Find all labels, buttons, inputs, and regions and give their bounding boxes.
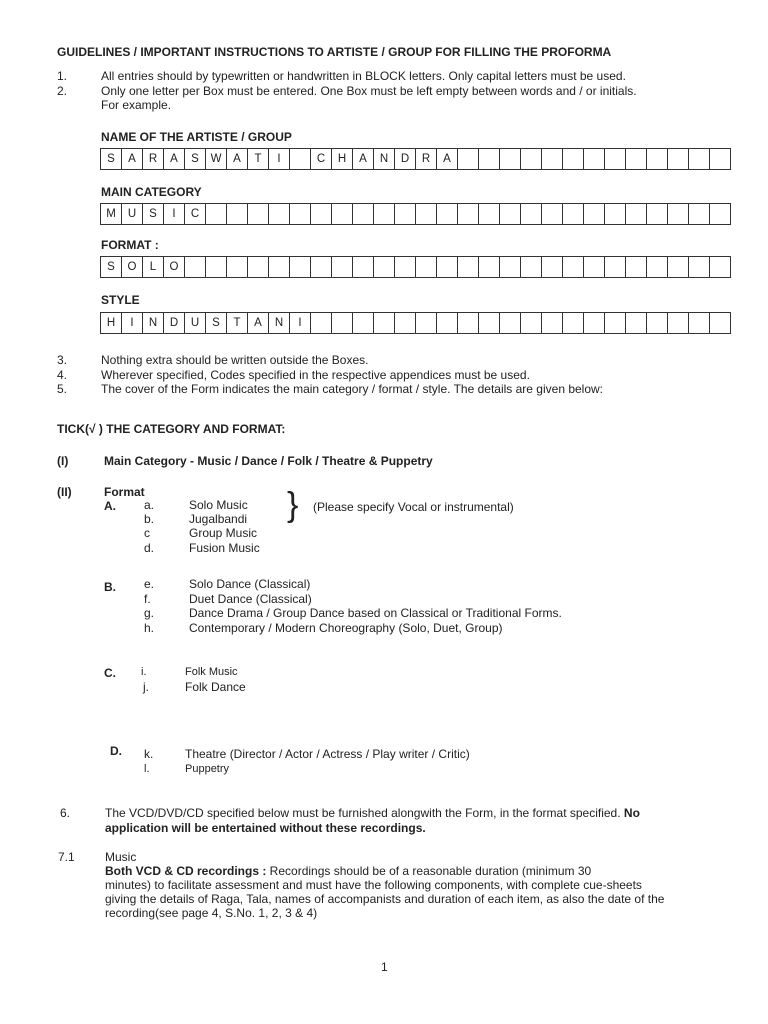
letter-box bbox=[352, 203, 374, 225]
letter-box: A bbox=[247, 312, 269, 334]
letter-box: H bbox=[331, 148, 353, 170]
letter-box bbox=[646, 256, 668, 278]
instruction-text: Only one letter per Box must be entered. One Box must be left empty between words and / or initials. bbox=[101, 84, 637, 98]
group-a-letter: A. bbox=[104, 499, 116, 513]
sub-letter: k. bbox=[144, 747, 154, 761]
sub-letter: h. bbox=[144, 621, 155, 635]
letter-box bbox=[289, 256, 311, 278]
letter-box bbox=[688, 203, 710, 225]
page-heading: GUIDELINES / IMPORTANT INSTRUCTIONS TO ARTISTE / GROUP FOR FILLING THE PROFORMA bbox=[57, 45, 612, 59]
letter-box bbox=[289, 148, 311, 170]
instruction-text: All entries should by typewritten or handwritten in BLOCK letters. Only capital letters must be used. bbox=[101, 69, 626, 83]
letter-box bbox=[520, 148, 542, 170]
item71-bold: Both VCD & CD recordings : bbox=[105, 864, 267, 878]
letter-box bbox=[373, 312, 395, 334]
letter-box bbox=[562, 203, 584, 225]
letter-box: I bbox=[163, 203, 185, 225]
letter-box: U bbox=[184, 312, 206, 334]
item71-line3: giving the details of Raga, Tala, names of accompanists and duration of each item, as also the date of the bbox=[105, 892, 665, 906]
letter-box: O bbox=[121, 256, 143, 278]
letter-box bbox=[436, 203, 458, 225]
item71-line1 bbox=[105, 864, 591, 878]
letter-box: U bbox=[121, 203, 143, 225]
letter-box: R bbox=[415, 148, 437, 170]
main-category-number: (I) bbox=[57, 454, 69, 468]
letter-box bbox=[709, 148, 731, 170]
tick-heading: TICK(√ ) THE CATEGORY AND FORMAT: bbox=[57, 422, 286, 436]
format-option: Group Music bbox=[189, 526, 258, 540]
letter-box: A bbox=[163, 148, 185, 170]
letter-box: R bbox=[142, 148, 164, 170]
item6-bold-line: application will be entertained without these recordings. bbox=[105, 821, 426, 835]
letter-box: A bbox=[436, 148, 458, 170]
letter-box bbox=[394, 256, 416, 278]
group-d-letter: D. bbox=[110, 744, 122, 758]
letter-box bbox=[667, 312, 689, 334]
letter-box bbox=[688, 256, 710, 278]
sub-letter: a. bbox=[144, 498, 155, 512]
format-number: (II) bbox=[57, 485, 72, 499]
letter-box: N bbox=[373, 148, 395, 170]
format-option: Duet Dance (Classical) bbox=[189, 592, 312, 606]
vocal-instrumental-note: (Please specify Vocal or instrumental) bbox=[313, 500, 514, 514]
letter-box bbox=[457, 148, 479, 170]
letter-boxes-category bbox=[101, 203, 731, 225]
letter-box: S bbox=[100, 256, 122, 278]
letter-box bbox=[583, 256, 605, 278]
letter-box bbox=[478, 312, 500, 334]
letter-box bbox=[541, 148, 563, 170]
letter-box bbox=[478, 256, 500, 278]
letter-box bbox=[688, 312, 710, 334]
letter-box bbox=[520, 203, 542, 225]
letter-box: S bbox=[100, 148, 122, 170]
letter-box bbox=[268, 203, 290, 225]
letter-box bbox=[583, 148, 605, 170]
letter-box bbox=[499, 203, 521, 225]
letter-box bbox=[667, 148, 689, 170]
letter-box bbox=[646, 148, 668, 170]
letter-box bbox=[562, 256, 584, 278]
group-b-letter: B. bbox=[104, 580, 116, 594]
sub-letter: f. bbox=[144, 592, 151, 606]
letter-box bbox=[604, 312, 626, 334]
format-option: Folk Dance bbox=[185, 680, 246, 694]
sub-letter: d. bbox=[144, 541, 155, 555]
letter-box bbox=[184, 256, 206, 278]
instruction-number: 1. bbox=[57, 69, 68, 83]
letter-box bbox=[562, 312, 584, 334]
letter-box: T bbox=[247, 148, 269, 170]
sub-letter: b. bbox=[144, 512, 155, 526]
page-number: 1 bbox=[381, 960, 388, 974]
letter-box bbox=[604, 256, 626, 278]
letter-box bbox=[331, 203, 353, 225]
letter-box bbox=[709, 203, 731, 225]
item71-text: Recordings should be of a reasonable duration (minimum 30 bbox=[266, 864, 592, 878]
instruction-number: 3. bbox=[57, 353, 68, 367]
format-option: Fusion Music bbox=[189, 541, 260, 555]
item6-text: The VCD/DVD/CD specified below must be furnished alongwith the Form, in the format specified. bbox=[105, 806, 621, 820]
letter-box: H bbox=[100, 312, 122, 334]
letter-box: L bbox=[142, 256, 164, 278]
item71-title: Music bbox=[105, 850, 137, 864]
letter-box: C bbox=[184, 203, 206, 225]
letter-box bbox=[625, 256, 647, 278]
instruction-text: Nothing extra should be written outside the Boxes. bbox=[101, 353, 369, 367]
letter-box bbox=[415, 256, 437, 278]
for-example-text: For example. bbox=[101, 98, 172, 112]
letter-box bbox=[310, 256, 332, 278]
letter-box bbox=[646, 203, 668, 225]
letter-box: A bbox=[352, 148, 374, 170]
letter-box bbox=[352, 256, 374, 278]
letter-box bbox=[625, 203, 647, 225]
letter-box bbox=[646, 312, 668, 334]
format-option: Puppetry bbox=[185, 763, 230, 775]
letter-box bbox=[625, 148, 647, 170]
item-number: 6. bbox=[60, 806, 71, 820]
letter-box bbox=[709, 312, 731, 334]
letter-box bbox=[394, 312, 416, 334]
letter-box: I bbox=[268, 148, 290, 170]
letter-box: N bbox=[142, 312, 164, 334]
letter-box bbox=[310, 203, 332, 225]
letter-box bbox=[226, 203, 248, 225]
format-option: Jugalbandi bbox=[189, 512, 248, 526]
format-option: Solo Music bbox=[189, 498, 248, 512]
letter-box bbox=[373, 256, 395, 278]
item71-line2: minutes) to facilitate assessment and must have the following components, with complete cue-sheets bbox=[105, 878, 642, 892]
letter-box bbox=[688, 148, 710, 170]
letter-box bbox=[478, 148, 500, 170]
letter-box: S bbox=[142, 203, 164, 225]
letter-box bbox=[499, 148, 521, 170]
sub-letter: c bbox=[144, 526, 150, 540]
letter-box bbox=[373, 203, 395, 225]
format-option: Theatre (Director / Actor / Actress / Play writer / Critic) bbox=[185, 747, 470, 761]
format-option: Dance Drama / Group Dance based on Classical or Traditional Forms. bbox=[189, 606, 562, 620]
letter-box bbox=[667, 203, 689, 225]
instruction-number: 2. bbox=[57, 84, 68, 98]
letter-box bbox=[457, 203, 479, 225]
letter-box bbox=[394, 203, 416, 225]
letter-box bbox=[583, 203, 605, 225]
format-option: Contemporary / Modern Choreography (Solo, Duet, Group) bbox=[189, 621, 503, 635]
instruction-text: The cover of the Form indicates the main category / format / style. The details are given below: bbox=[101, 382, 604, 396]
letter-box bbox=[520, 312, 542, 334]
letter-box: N bbox=[268, 312, 290, 334]
letter-box bbox=[436, 312, 458, 334]
sub-letter: i. bbox=[141, 666, 147, 678]
letter-box bbox=[562, 148, 584, 170]
letter-box bbox=[247, 256, 269, 278]
letter-boxes-style bbox=[101, 312, 731, 334]
letter-box bbox=[541, 256, 563, 278]
example-label-style: STYLE bbox=[101, 293, 140, 307]
sub-letter: e. bbox=[144, 577, 155, 591]
letter-box bbox=[583, 312, 605, 334]
instruction-number: 4. bbox=[57, 368, 68, 382]
letter-box: M bbox=[100, 203, 122, 225]
letter-box bbox=[541, 203, 563, 225]
letter-box bbox=[247, 203, 269, 225]
letter-box bbox=[205, 256, 227, 278]
sub-letter: j. bbox=[143, 680, 149, 694]
letter-box bbox=[415, 203, 437, 225]
letter-box: S bbox=[205, 312, 227, 334]
example-label-name: NAME OF THE ARTISTE / GROUP bbox=[101, 130, 292, 144]
letter-boxes-name bbox=[101, 148, 731, 170]
main-category-text: Main Category - Music / Dance / Folk / Theatre & Puppetry bbox=[104, 454, 433, 468]
brace-symbol: } bbox=[287, 486, 299, 524]
letter-box bbox=[289, 203, 311, 225]
letter-box bbox=[352, 312, 374, 334]
letter-box bbox=[268, 256, 290, 278]
letter-box bbox=[436, 256, 458, 278]
letter-box: A bbox=[121, 148, 143, 170]
letter-box bbox=[478, 203, 500, 225]
example-label-format: FORMAT : bbox=[101, 238, 159, 252]
letter-boxes-format bbox=[101, 256, 731, 278]
letter-box: I bbox=[289, 312, 311, 334]
letter-box bbox=[205, 203, 227, 225]
sub-letter: g. bbox=[144, 606, 155, 620]
letter-box bbox=[604, 203, 626, 225]
letter-box bbox=[226, 256, 248, 278]
item71-line4: recording(see page 4, S.No. 1, 2, 3 & 4) bbox=[105, 906, 318, 920]
item-number: 7.1 bbox=[58, 850, 75, 864]
letter-box: S bbox=[184, 148, 206, 170]
instruction-number: 5. bbox=[57, 382, 68, 396]
letter-box bbox=[604, 148, 626, 170]
letter-box bbox=[457, 256, 479, 278]
format-option: Solo Dance (Classical) bbox=[189, 577, 311, 591]
format-option: Folk Music bbox=[185, 666, 238, 678]
letter-box bbox=[415, 312, 437, 334]
example-label-category: MAIN CATEGORY bbox=[101, 185, 202, 199]
letter-box bbox=[499, 312, 521, 334]
letter-box bbox=[520, 256, 542, 278]
letter-box bbox=[331, 256, 353, 278]
letter-box bbox=[541, 312, 563, 334]
instruction-text: Wherever specified, Codes specified in the respective appendices must be used. bbox=[101, 368, 530, 382]
letter-box: W bbox=[205, 148, 227, 170]
format-label: Format bbox=[104, 485, 145, 499]
group-c-letter: C. bbox=[104, 666, 116, 680]
letter-box bbox=[625, 312, 647, 334]
item6-line1 bbox=[105, 806, 640, 820]
letter-box: D bbox=[394, 148, 416, 170]
letter-box: C bbox=[310, 148, 332, 170]
letter-box: I bbox=[121, 312, 143, 334]
letter-box bbox=[331, 312, 353, 334]
letter-box: O bbox=[163, 256, 185, 278]
sub-letter: l. bbox=[144, 763, 150, 775]
letter-box bbox=[667, 256, 689, 278]
letter-box bbox=[310, 312, 332, 334]
letter-box: A bbox=[226, 148, 248, 170]
letter-box: T bbox=[226, 312, 248, 334]
letter-box bbox=[457, 312, 479, 334]
letter-box bbox=[709, 256, 731, 278]
item6-bold-no: No bbox=[623, 806, 640, 820]
letter-box: D bbox=[163, 312, 185, 334]
letter-box bbox=[499, 256, 521, 278]
